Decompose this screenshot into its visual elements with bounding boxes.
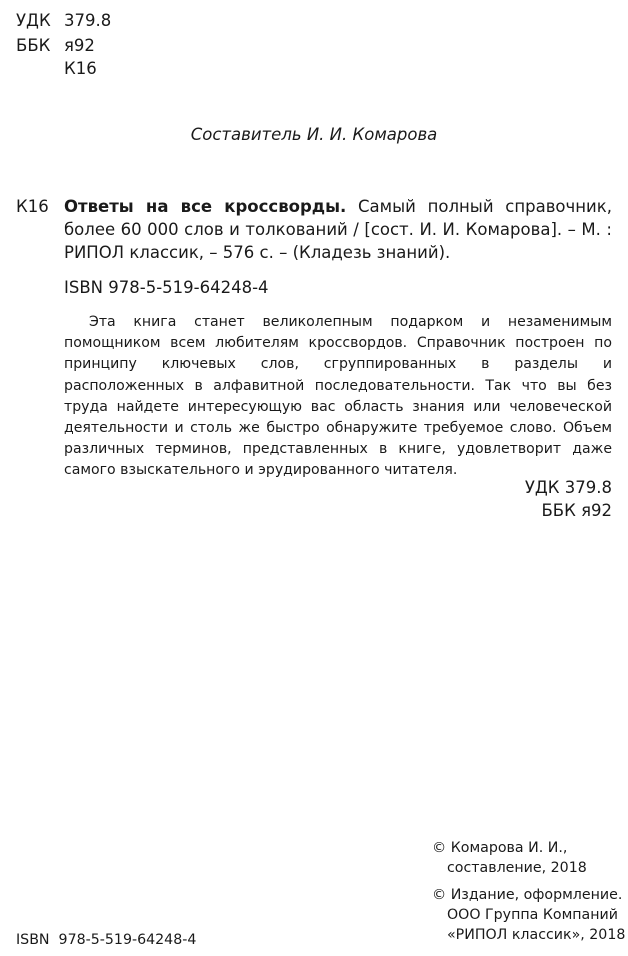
isbn-footer: ISBN 978-5-519-64248-4	[16, 932, 197, 948]
copyright-compiler	[432, 838, 622, 878]
book-title: Ответы на все кроссворды.	[64, 197, 347, 216]
copyright-line: © Комарова И. И.,	[432, 840, 568, 856]
book-description: Самый полный справочник, более 60 000 слов и толкований / [сост. И. И. Комарова]. – М. : РИПОЛ классик, – 576 с. – (Кладезь знаний).	[64, 197, 612, 262]
author-mark-entry: К16	[16, 197, 49, 216]
copyright-publisher	[432, 885, 626, 945]
author-mark-top: К16	[64, 59, 97, 78]
copyright-line: составление, 2018	[447, 860, 587, 876]
udk-top-value: 379.8	[64, 11, 112, 30]
bbk-bottom: ББК я92	[541, 501, 612, 520]
compiler-line: Составитель И. И. Комарова	[190, 125, 438, 144]
annotation-paragraph: Эта книга станет великолепным подарком и незаменимым помощником всем любителям кроссвордов. Справочник построен по принципу ключевых слов, сгруппированных в разделы и расположенных в алфавитной последовательности. Так что вы без труда найдете интересующую вас область знания или человеческой деятельности и столь же быстро обнаружите требуемое слово. Объем различных терминов, представленных в книге, удовлетворит даже самого взыскательного и эрудированного читателя.	[64, 314, 612, 479]
udk-bottom: УДК 379.8	[524, 478, 612, 497]
bbk-top-value: я92	[64, 36, 95, 55]
copyright-line: «РИПОЛ классик», 2018	[447, 927, 626, 943]
bibliographic-entry	[64, 195, 612, 264]
copyright-line: © Издание, оформление.	[432, 887, 623, 903]
bbk-top-label: ББК	[16, 36, 51, 55]
isbn-entry: ISBN 978-5-519-64248-4	[64, 278, 269, 297]
copyright-line: ООО Группа Компаний	[447, 907, 618, 923]
udk-top-label: УДК	[16, 11, 51, 30]
